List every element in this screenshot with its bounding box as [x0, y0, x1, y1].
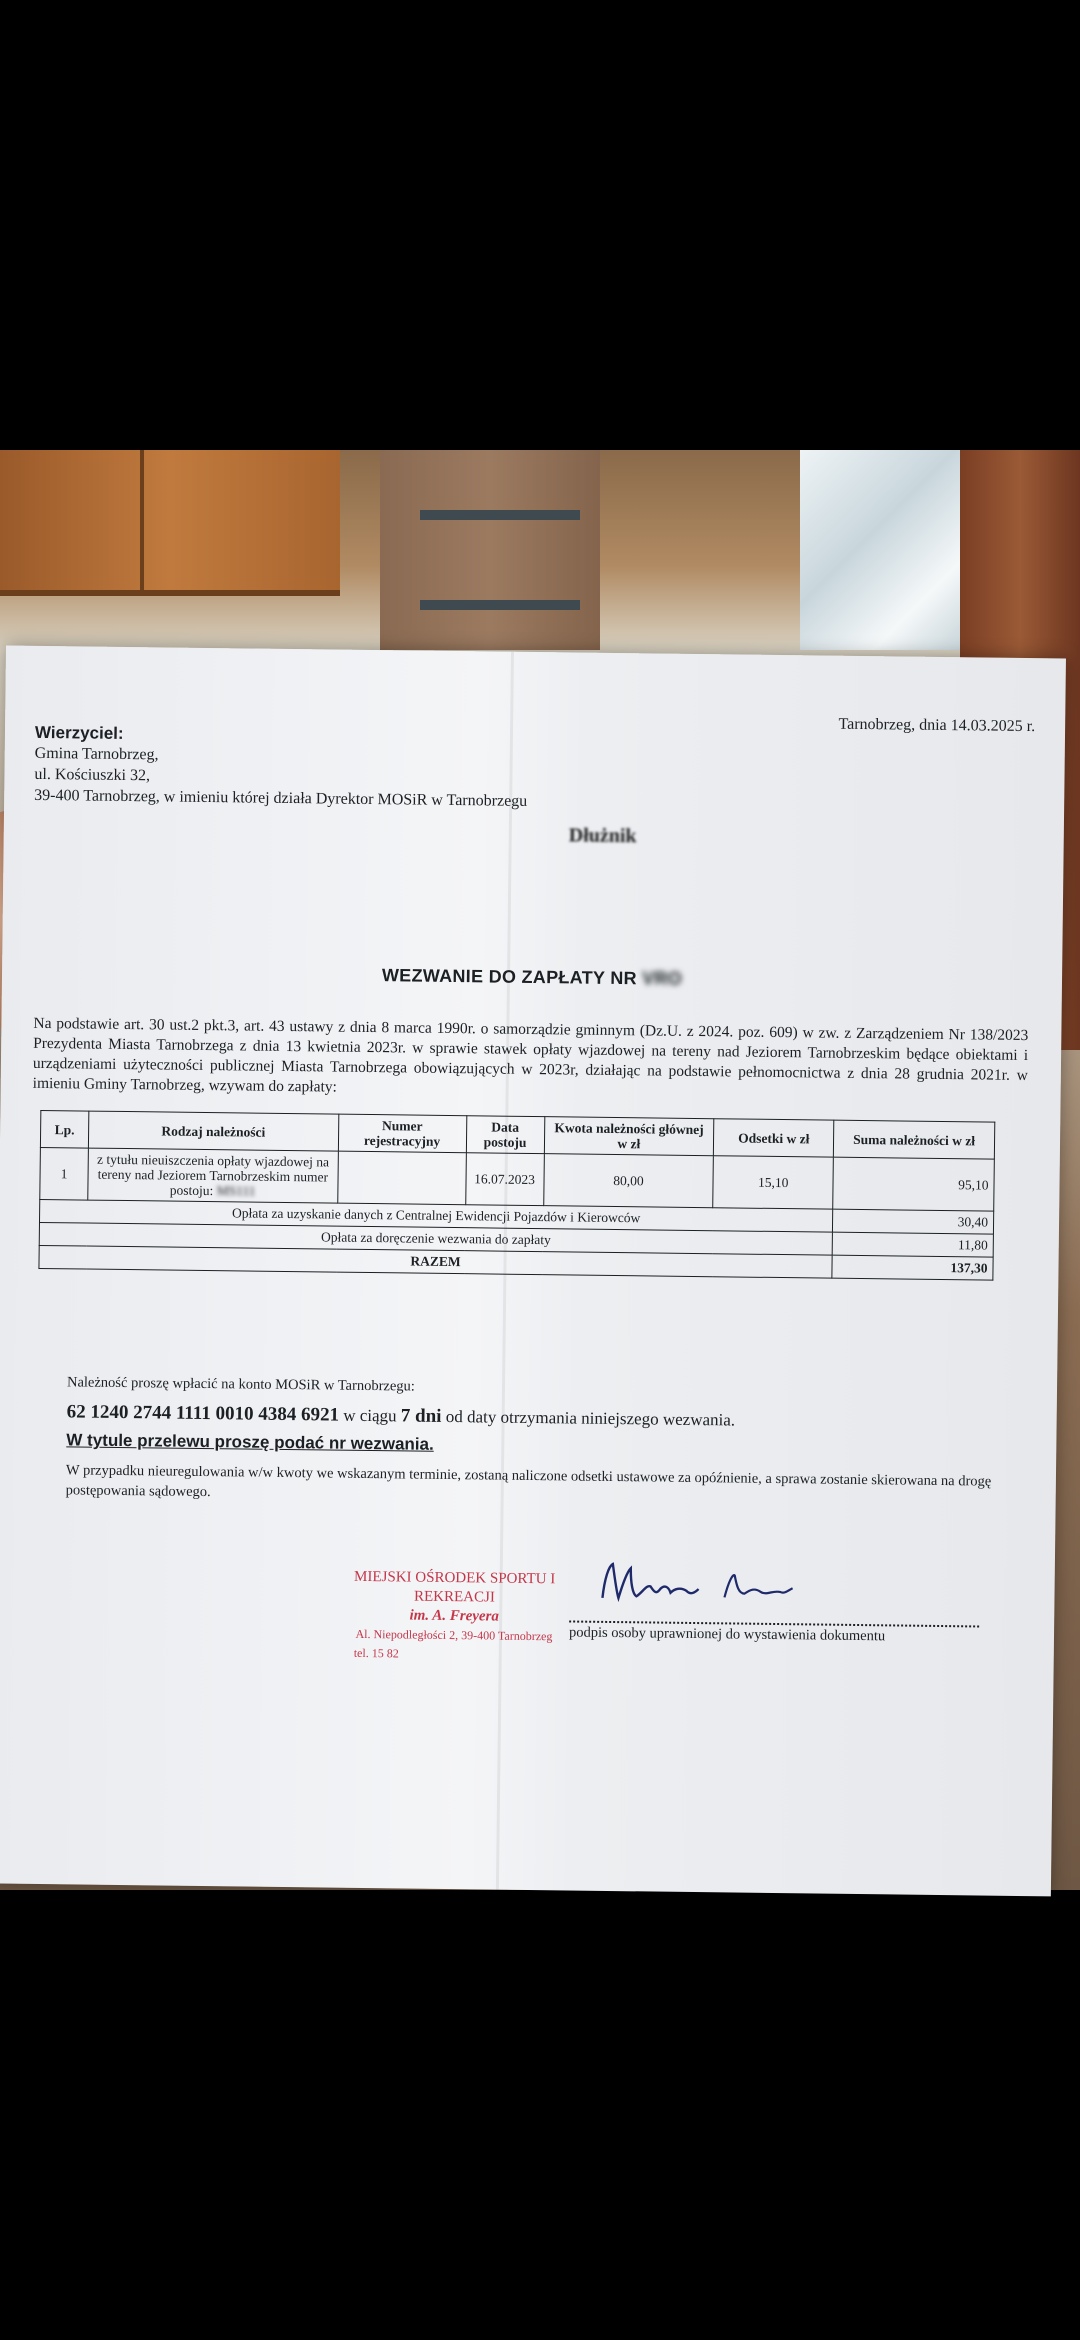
cell-type-text: z tytułu nieuiszczenia opłaty wjazdowej na tereny nad Jeziorem Tarnobrzeskim numer postoju: — [96, 1151, 330, 1199]
stamp-line-4: tel. 15 82 — [353, 1645, 399, 1661]
bank-account-number: 62 1240 2744 1111 0010 4384 6921 — [66, 1401, 340, 1426]
cell-lp: 1 — [40, 1147, 89, 1200]
header-registration: Numer rejestracyjny — [338, 1114, 466, 1153]
payment-notice-paper — [0, 646, 1066, 1897]
heading-text: WEZWANIE DO ZAPŁATY NR — [381, 965, 638, 989]
transfer-title-note: W tytule przelewu proszę podać nr wezwania. — [66, 1430, 434, 1454]
payment-within: w ciągu — [343, 1405, 397, 1426]
stamp-line-1: MIEJSKI OŚRODEK SPORTU I REKREACJI — [353, 1568, 556, 1606]
total-label: RAZEM — [39, 1245, 832, 1278]
payment-line-1: Należność proszę wpłacić na konto MOSiR w Tarnobrzegu: — [66, 1374, 415, 1395]
fees-table — [38, 1110, 995, 1281]
stamp-line-3: Al. Niepodległości 2, 39-400 Tarnobrzeg — [355, 1626, 553, 1644]
creditor-line-2: ul. Kościuszki 32, — [34, 765, 151, 785]
header-sum: Suma należności w zł — [833, 1120, 994, 1159]
kitchen-cabinet — [0, 450, 340, 596]
header-principal: Kwota należności głównej w zł — [544, 1117, 714, 1156]
payment-account-line — [67, 1402, 1017, 1434]
creditor-block — [34, 722, 528, 812]
signature-label: podpis osoby uprawnionej do wystawienia dokumentu — [568, 1624, 886, 1645]
spot-number-blurred: MS111 — [216, 1183, 256, 1199]
debtor-name-blurred: Dłużnik — [568, 824, 637, 848]
cell-interest: 15,10 — [713, 1156, 833, 1209]
cell-type — [88, 1148, 338, 1203]
cell-principal: 80,00 — [543, 1154, 713, 1208]
header-lp: Lp. — [40, 1110, 88, 1148]
cell-date: 16.07.2023 — [465, 1153, 544, 1206]
notice-heading — [2, 961, 1062, 995]
payment-after: od daty otrzymania niniejszego wezwania. — [445, 1406, 736, 1430]
institution-stamp — [334, 1568, 575, 1666]
extra-fee-cepik-label: Opłata za uzyskanie danych z Centralnej Ewidencji Pojazdów i Kierowców — [39, 1199, 832, 1232]
header-date: Data postoju — [466, 1116, 544, 1154]
cell-registration — [337, 1151, 466, 1205]
creditor-line-3: 39-400 Tarnobrzeg, w imieniu której działa Dyrektor MOSiR w Tarnobrzegu — [34, 786, 528, 810]
total-value: 137,30 — [832, 1255, 993, 1280]
handwritten-signature — [594, 1558, 795, 1610]
header-interest: Odsetki w zł — [714, 1119, 834, 1157]
payment-instructions — [66, 1372, 1017, 1512]
wooden-door — [380, 450, 600, 650]
legal-warning: W przypadku nieuregulowania w/w kwoty we wskazanym terminie, zostaną naliczone odsetki ustawowe za opóźnienie, a sprawa zostanie skierowana na drogę postępowania sądowego. — [65, 1462, 992, 1501]
creditor-label: Wierzyciel: — [34, 722, 124, 743]
extra-fee-cepik-value: 30,40 — [833, 1209, 994, 1234]
stamp-line-2: im. A. Freyera — [409, 1607, 500, 1625]
extra-fee-delivery-label: Opłata za doręczenie wezwania do zapłaty — [39, 1222, 832, 1255]
header-type: Rodzaj należności — [88, 1111, 338, 1151]
heading-number-blurred: VRO — [642, 968, 683, 989]
payment-days: 7 dni — [400, 1405, 442, 1427]
creditor-line-1: Gmina Tarnobrzeg, — [34, 744, 159, 764]
cell-sum: 95,10 — [833, 1157, 994, 1211]
legal-basis-text: Na podstawie art. 30 ust.2 pkt.3, art. 43 ustawy z dnia 8 marca 1990r. o samorządzie gminnym (Dz.U. z 2024. poz. 609) w zw. z Zarządzeniem Nr 138/2023 Prezydenta Miasta Tarnobrzega z dnia 13 kwietnia 2023r. w sprawie stawek opłaty wjazdowej na tereny nad Jeziorem Tarnobrzeskim będące obiektami i urządzeniami użyteczności publicznej Miasta Tarnobrzega obowiązujących w 2023r, działając na podstawie pełnomocnictwa z dnia 28 grudnia 2021r. w imieniu Gminy Tarnobrzeg, wzywam do zapłaty: — [32, 1014, 1029, 1096]
extra-fee-delivery-value: 11,80 — [832, 1232, 993, 1257]
place-date: Tarnobrzeg, dnia 14.03.2025 r. — [838, 715, 1036, 736]
